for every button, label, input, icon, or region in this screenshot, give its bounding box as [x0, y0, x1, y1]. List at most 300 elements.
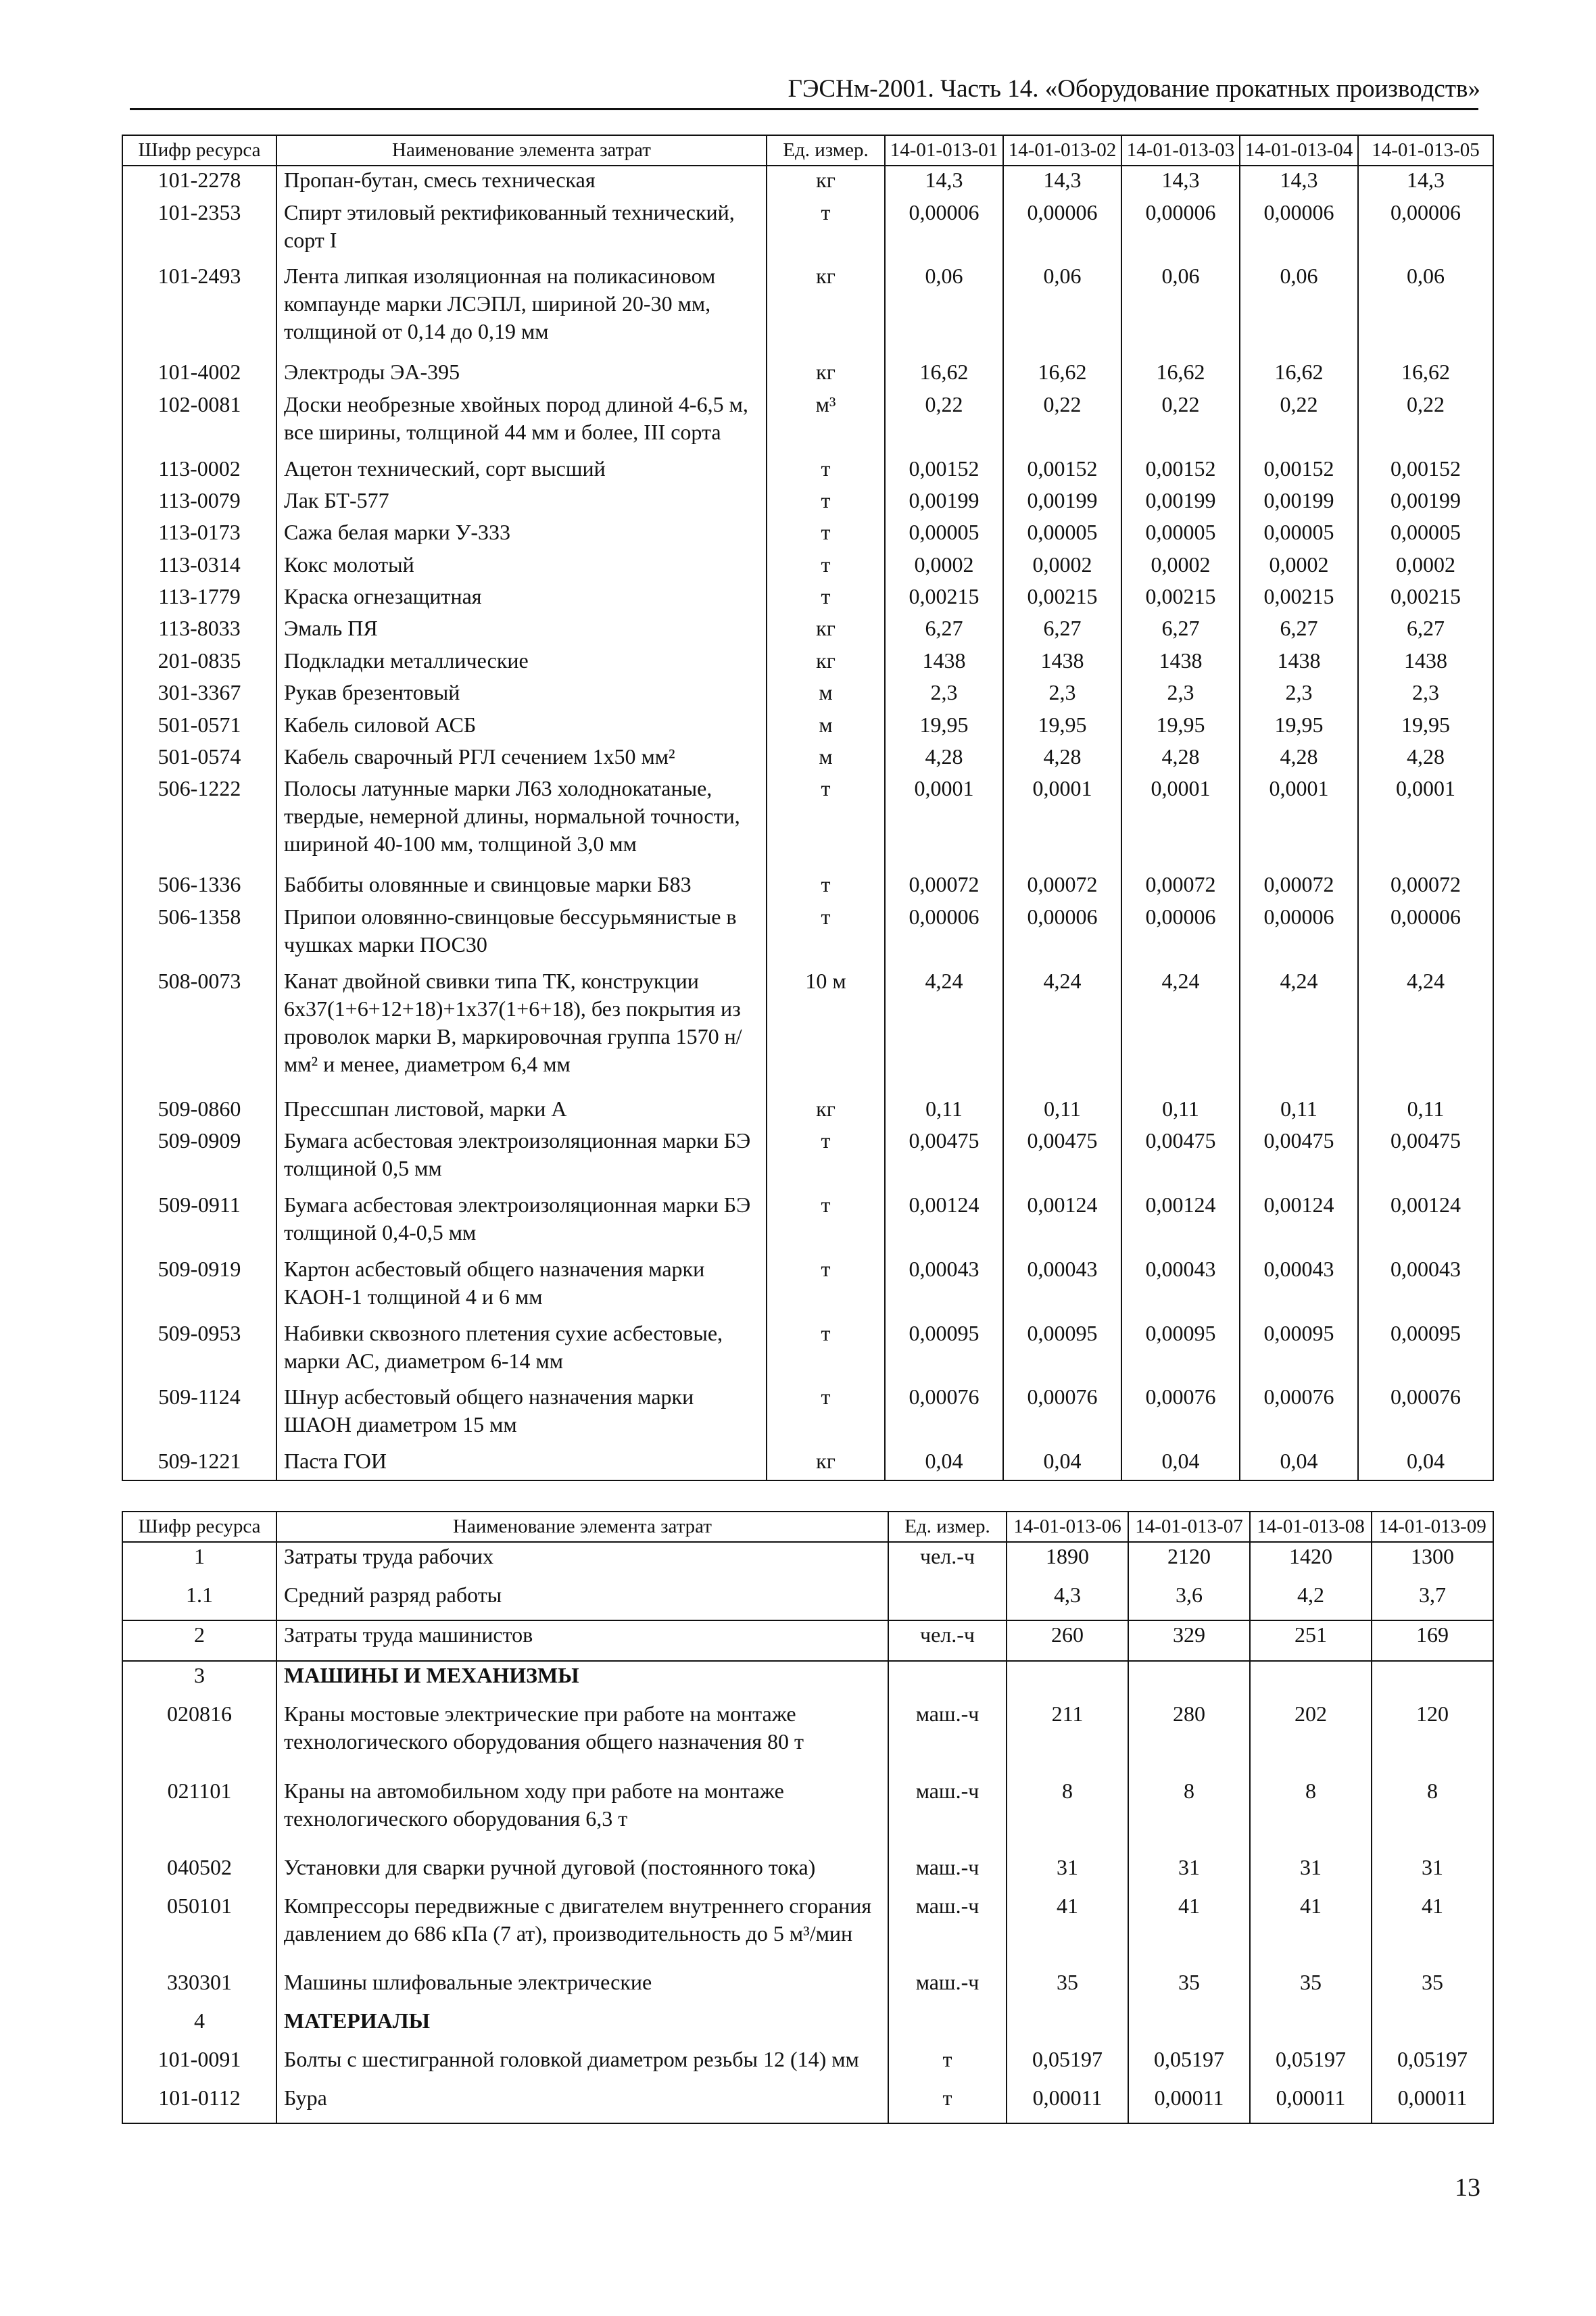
resource-code: 506-1358 [122, 903, 276, 967]
norm-value: 0,00006 [1358, 903, 1493, 967]
table-row [122, 2084, 1493, 2123]
norm-value: 0,00011 [1007, 2084, 1128, 2123]
resource-code: 506-1222 [122, 775, 276, 871]
unit [888, 1581, 1007, 1620]
resource-name: Доски необрезные хвойных пород длиной 4-6,5 м, все ширины, толщиной 44 мм и более, III сорта [276, 391, 767, 455]
resource-name: Спирт этиловый ректификованный технический, сорт I [276, 199, 767, 263]
unit: т [767, 903, 885, 967]
norm-value: 0,00475 [1240, 1127, 1358, 1191]
norm-value: 19,95 [1240, 711, 1358, 743]
table-row [122, 743, 1493, 775]
norm-value: 6,27 [1240, 614, 1358, 646]
norm-value: 0,00006 [1121, 199, 1240, 263]
norm-value: 41 [1007, 1892, 1128, 1969]
norm-value: 0,00005 [1121, 518, 1240, 550]
norm-value: 14,3 [885, 166, 1003, 199]
unit: маш.-ч [888, 1777, 1007, 1854]
resource-name: Шнур асбестовый общего назначения марки ШАОН диаметром 15 мм [276, 1383, 767, 1447]
norm-value: 0,00124 [1358, 1191, 1493, 1255]
resource-name: Баббиты оловянные и свинцовые марки Б83 [276, 871, 767, 902]
resource-name: Паста ГОИ [276, 1447, 767, 1480]
unit: т [888, 2046, 1007, 2084]
norm-value: 0,00005 [885, 518, 1003, 550]
norm-value [1007, 1661, 1128, 1700]
norm-value: 0,00011 [1372, 2084, 1493, 2123]
unit: кг [767, 262, 885, 358]
resource-name: МАШИНЫ И МЕХАНИЗМЫ [276, 1661, 888, 1700]
norm-value: 6,27 [1003, 614, 1121, 646]
table-header-row [122, 135, 1493, 166]
table-row [122, 1892, 1493, 1969]
norm-value: 0,22 [1240, 391, 1358, 455]
header-name: Наименование элемента затрат [276, 135, 767, 166]
unit: кг [767, 166, 885, 199]
unit: кг [767, 614, 885, 646]
norm-value: 4,28 [1121, 743, 1240, 775]
norm-value: 0,00124 [1240, 1191, 1358, 1255]
norm-value: 2,3 [1240, 679, 1358, 710]
table-row [122, 358, 1493, 390]
unit: маш.-ч [888, 1969, 1007, 2007]
resource-name: Затраты труда машинистов [276, 1620, 888, 1661]
table-2-body [122, 1542, 1493, 2123]
table-row [122, 1320, 1493, 1384]
norm-value: 0,05197 [1128, 2046, 1250, 2084]
norm-value: 0,0002 [1240, 551, 1358, 583]
norm-value: 0,00072 [885, 871, 1003, 902]
norm-value: 8 [1128, 1777, 1250, 1854]
resource-name: Кабель силовой АСБ [276, 711, 767, 743]
norm-value: 3,6 [1128, 1581, 1250, 1620]
header-col-3: 14-01-013-08 [1250, 1512, 1372, 1542]
resource-code: 113-0079 [122, 487, 276, 518]
norm-value: 16,62 [1121, 358, 1240, 390]
norm-value: 4,28 [1358, 743, 1493, 775]
norm-value: 6,27 [1121, 614, 1240, 646]
norm-value: 0,00072 [1121, 871, 1240, 902]
resource-code: 509-0953 [122, 1320, 276, 1384]
norm-value: 202 [1250, 1700, 1372, 1777]
resource-name: Пропан-бутан, смесь техническая [276, 166, 767, 199]
norm-value: 19,95 [885, 711, 1003, 743]
resource-name: Болты с шестигранной головкой диаметром резьбы 12 (14) мм [276, 2046, 888, 2084]
table-row [122, 1969, 1493, 2007]
table-row [122, 1777, 1493, 1854]
norm-value: 0,06 [1240, 262, 1358, 358]
norm-value [1372, 2007, 1493, 2046]
table-row [122, 1661, 1493, 1700]
resource-name: Затраты труда рабочих [276, 1542, 888, 1581]
unit: 10 м [767, 967, 885, 1096]
resource-name: Установки для сварки ручной дуговой (постоянного тока) [276, 1854, 888, 1892]
norm-value: 2,3 [1121, 679, 1240, 710]
resource-name: Сажа белая марки У-333 [276, 518, 767, 550]
norm-value: 14,3 [1240, 166, 1358, 199]
norm-value [1128, 1661, 1250, 1700]
norm-value: 0,06 [1003, 262, 1121, 358]
norm-value: 0,0002 [885, 551, 1003, 583]
norm-value: 0,00076 [1358, 1383, 1493, 1447]
unit: кг [767, 1447, 885, 1480]
norm-value: 16,62 [1240, 358, 1358, 390]
norm-value: 0,00124 [885, 1191, 1003, 1255]
table-row [122, 903, 1493, 967]
norm-value: 31 [1007, 1854, 1128, 1892]
resource-code: 330301 [122, 1969, 276, 2007]
unit: т [767, 551, 885, 583]
unit: м [767, 679, 885, 710]
norm-value [1372, 1661, 1493, 1700]
norm-value: 16,62 [1003, 358, 1121, 390]
table-row [122, 1191, 1493, 1255]
unit: маш.-ч [888, 1892, 1007, 1969]
norm-value: 0,00215 [1240, 583, 1358, 614]
norm-value: 0,00124 [1003, 1191, 1121, 1255]
table-row [122, 711, 1493, 743]
table-header-row [122, 1512, 1493, 1542]
norm-value: 0,0001 [1121, 775, 1240, 871]
resource-name: Лента липкая изоляционная на поликасиновом компаунде марки ЛСЭПЛ, шириной 20-30 мм, толщиной от 0,14 до 0,19 мм [276, 262, 767, 358]
norm-value: 0,22 [1358, 391, 1493, 455]
resource-name: Бумага асбестовая электроизоляционная марки БЭ толщиной 0,4-0,5 мм [276, 1191, 767, 1255]
resource-code: 113-0173 [122, 518, 276, 550]
norm-value: 14,3 [1358, 166, 1493, 199]
resource-name: Электроды ЭА-395 [276, 358, 767, 390]
unit: т [888, 2084, 1007, 2123]
norm-value: 4,28 [1240, 743, 1358, 775]
norm-value: 0,00072 [1003, 871, 1121, 902]
unit: м³ [767, 391, 885, 455]
resource-name: Эмаль ПЯ [276, 614, 767, 646]
resource-name: МАТЕРИАЛЫ [276, 2007, 888, 2046]
norm-value: 2,3 [1003, 679, 1121, 710]
table-row [122, 967, 1493, 1096]
table-row [122, 2007, 1493, 2046]
norm-value: 0,11 [1003, 1095, 1121, 1127]
norm-value: 0,00475 [1003, 1127, 1121, 1191]
norm-value: 0,00095 [885, 1320, 1003, 1384]
resource-name: Краны на автомобильном ходу при работе на монтаже технологического оборудования 6,3 т [276, 1777, 888, 1854]
table-row [122, 262, 1493, 358]
header-col-4: 14-01-013-09 [1372, 1512, 1493, 1542]
norm-value: 0,00006 [1003, 903, 1121, 967]
resource-code: 509-0909 [122, 1127, 276, 1191]
norm-value: 0,00043 [1358, 1255, 1493, 1320]
norm-value: 4,3 [1007, 1581, 1128, 1620]
norm-value: 1890 [1007, 1542, 1128, 1581]
header-col-3: 14-01-013-03 [1121, 135, 1240, 166]
resource-name: Картон асбестовый общего назначения марки КАОН-1 толщиной 4 и 6 мм [276, 1255, 767, 1320]
unit: т [767, 1255, 885, 1320]
resource-name: Ацетон технический, сорт высший [276, 455, 767, 487]
table-row [122, 614, 1493, 646]
table-1-body [122, 166, 1493, 1480]
resource-code: 050101 [122, 1892, 276, 1969]
norm-value: 35 [1007, 1969, 1128, 2007]
unit: кг [767, 1095, 885, 1127]
resource-code: 101-2278 [122, 166, 276, 199]
resource-name: Подкладки металлические [276, 647, 767, 679]
norm-value: 1438 [1121, 647, 1240, 679]
table-row [122, 1854, 1493, 1892]
norm-value: 0,00005 [1240, 518, 1358, 550]
norm-value: 0,00475 [1121, 1127, 1240, 1191]
norm-value: 0,11 [1358, 1095, 1493, 1127]
resource-code: 506-1336 [122, 871, 276, 902]
norm-value: 0,00011 [1128, 2084, 1250, 2123]
unit: т [767, 1383, 885, 1447]
norm-value: 0,06 [885, 262, 1003, 358]
norm-value: 4,28 [1003, 743, 1121, 775]
norm-value: 14,3 [1003, 166, 1121, 199]
norm-value: 329 [1128, 1620, 1250, 1661]
norm-value: 0,0001 [1240, 775, 1358, 871]
norm-value: 0,0001 [1358, 775, 1493, 871]
unit: м [767, 711, 885, 743]
unit: чел.-ч [888, 1542, 1007, 1581]
resource-name: Прессшпан листовой, марки А [276, 1095, 767, 1127]
unit: т [767, 871, 885, 902]
norm-value: 0,00199 [1121, 487, 1240, 518]
norm-value: 2120 [1128, 1542, 1250, 1581]
norm-value: 4,24 [1358, 967, 1493, 1096]
header-name: Наименование элемента затрат [276, 1512, 888, 1542]
norm-value: 0,00215 [1121, 583, 1240, 614]
resource-name: Машины шлифовальные электрические [276, 1969, 888, 2007]
unit: т [767, 1127, 885, 1191]
resource-code: 509-0860 [122, 1095, 276, 1127]
table-row [122, 518, 1493, 550]
header-unit: Ед. измер. [767, 135, 885, 166]
unit: т [767, 487, 885, 518]
norm-value: 1420 [1250, 1542, 1372, 1581]
norm-value: 0,0001 [1003, 775, 1121, 871]
norm-value: 0,00043 [885, 1255, 1003, 1320]
norm-value: 260 [1007, 1620, 1128, 1661]
unit: кг [767, 647, 885, 679]
table-row [122, 1700, 1493, 1777]
norm-value: 8 [1007, 1777, 1128, 1854]
table-row [122, 455, 1493, 487]
resource-code: 509-0911 [122, 1191, 276, 1255]
unit: т [767, 1191, 885, 1255]
norm-value: 4,24 [885, 967, 1003, 1096]
norm-value: 1438 [1240, 647, 1358, 679]
norm-value: 0,00199 [1240, 487, 1358, 518]
header-col-1: 14-01-013-01 [885, 135, 1003, 166]
norm-value: 0,00076 [1003, 1383, 1121, 1447]
resource-code: 101-0112 [122, 2084, 276, 2123]
norm-value: 0,0002 [1358, 551, 1493, 583]
resource-code: 021101 [122, 1777, 276, 1854]
norm-value: 2,3 [885, 679, 1003, 710]
norm-value: 0,00199 [1358, 487, 1493, 518]
norm-value: 0,06 [1121, 262, 1240, 358]
norm-value: 0,00072 [1358, 871, 1493, 902]
resource-code: 1 [122, 1542, 276, 1581]
table-row [122, 679, 1493, 710]
norm-value: 169 [1372, 1620, 1493, 1661]
resource-name: Припои оловянно-свинцовые бессурьмянистые в чушках марки ПОС30 [276, 903, 767, 967]
norm-value: 0,11 [1121, 1095, 1240, 1127]
resource-name: Полосы латунные марки Л63 холоднокатаные, твердые, немерной длины, нормальной точности, шириной 40-100 мм, толщиной 3,0 мм [276, 775, 767, 871]
resource-code: 102-0081 [122, 391, 276, 455]
unit: т [767, 518, 885, 550]
norm-value [1007, 2007, 1128, 2046]
norm-value [1250, 2007, 1372, 2046]
norm-value: 120 [1372, 1700, 1493, 1777]
norm-value: 31 [1250, 1854, 1372, 1892]
norm-value: 0,00095 [1358, 1320, 1493, 1384]
unit: кг [767, 358, 885, 390]
norm-value: 0,00152 [1003, 455, 1121, 487]
table-row [122, 391, 1493, 455]
norm-value: 0,00076 [885, 1383, 1003, 1447]
norm-value: 0,00199 [885, 487, 1003, 518]
resource-name: Лак БТ-577 [276, 487, 767, 518]
unit [888, 1661, 1007, 1700]
norm-value: 0,0002 [1121, 551, 1240, 583]
norm-value: 14,3 [1121, 166, 1240, 199]
norm-value: 0,00095 [1121, 1320, 1240, 1384]
table-row [122, 1581, 1493, 1620]
norm-value: 280 [1128, 1700, 1250, 1777]
norm-value: 2,3 [1358, 679, 1493, 710]
unit: чел.-ч [888, 1620, 1007, 1661]
resource-code: 4 [122, 2007, 276, 2046]
norm-value: 0,00215 [885, 583, 1003, 614]
norm-value: 0,00043 [1121, 1255, 1240, 1320]
norm-value: 0,04 [1358, 1447, 1493, 1480]
unit: т [767, 199, 885, 263]
table-row [122, 487, 1493, 518]
running-header: ГЭСНм-2001. Часть 14. «Оборудование прокатных производств» [788, 75, 1480, 103]
norm-value: 0,06 [1358, 262, 1493, 358]
resource-code: 113-0314 [122, 551, 276, 583]
header-code: Шифр ресурса [122, 1512, 276, 1542]
norm-value: 0,0001 [885, 775, 1003, 871]
norm-value: 0,00006 [1003, 199, 1121, 263]
unit [888, 2007, 1007, 2046]
norm-value: 0,22 [1003, 391, 1121, 455]
norm-value: 3,7 [1372, 1581, 1493, 1620]
norm-value: 0,00199 [1003, 487, 1121, 518]
resource-code: 040502 [122, 1854, 276, 1892]
resource-name: Бура [276, 2084, 888, 2123]
header-col-2: 14-01-013-07 [1128, 1512, 1250, 1542]
norm-value: 0,22 [885, 391, 1003, 455]
resource-name: Кабель сварочный РГЛ сечением 1х50 мм² [276, 743, 767, 775]
resource-code: 3 [122, 1661, 276, 1700]
resource-code: 2 [122, 1620, 276, 1661]
norm-value: 4,24 [1240, 967, 1358, 1096]
norm-value: 31 [1128, 1854, 1250, 1892]
header-col-4: 14-01-013-04 [1240, 135, 1358, 166]
table-row [122, 199, 1493, 263]
table-row [122, 1095, 1493, 1127]
resource-code: 020816 [122, 1700, 276, 1777]
table-row [122, 1620, 1493, 1661]
norm-value: 0,05197 [1250, 2046, 1372, 2084]
table-row [122, 583, 1493, 614]
norm-value: 0,04 [1003, 1447, 1121, 1480]
resource-code: 101-4002 [122, 358, 276, 390]
norm-value: 4,2 [1250, 1581, 1372, 1620]
norm-value: 251 [1250, 1620, 1372, 1661]
resource-name: Канат двойной свивки типа ТК, конструкции 6х37(1+6+12+18)+1х37(1+6+18), без покрытия из проволок марки В, маркировочная группа 1570 н/мм² и менее, диаметром 6,4 мм [276, 967, 767, 1096]
norm-value: 0,00152 [1240, 455, 1358, 487]
norm-value: 0,04 [1121, 1447, 1240, 1480]
resource-code: 101-2493 [122, 262, 276, 358]
norm-value: 1300 [1372, 1542, 1493, 1581]
resource-name: Бумага асбестовая электроизоляционная марки БЭ толщиной 0,5 мм [276, 1127, 767, 1191]
resource-code: 1.1 [122, 1581, 276, 1620]
norm-value: 16,62 [885, 358, 1003, 390]
norm-value: 6,27 [1358, 614, 1493, 646]
norm-value: 0,00006 [1358, 199, 1493, 263]
norm-value: 0,00475 [1358, 1127, 1493, 1191]
norm-value: 0,04 [885, 1447, 1003, 1480]
resource-table-1 [122, 135, 1494, 1481]
table-row [122, 775, 1493, 871]
table-row [122, 2046, 1493, 2084]
norm-value: 35 [1128, 1969, 1250, 2007]
norm-value: 0,00006 [1121, 903, 1240, 967]
resource-code: 301-3367 [122, 679, 276, 710]
table-row [122, 1447, 1493, 1480]
resource-table-2 [122, 1511, 1494, 2124]
norm-value: 6,27 [885, 614, 1003, 646]
resource-name: Краска огнезащитная [276, 583, 767, 614]
norm-value: 0,04 [1240, 1447, 1358, 1480]
norm-value: 0,00124 [1121, 1191, 1240, 1255]
norm-value: 0,00072 [1240, 871, 1358, 902]
norm-value: 8 [1250, 1777, 1372, 1854]
norm-value: 1438 [885, 647, 1003, 679]
header-unit: Ед. измер. [888, 1512, 1007, 1542]
norm-value: 41 [1128, 1892, 1250, 1969]
resource-name: Кокс молотый [276, 551, 767, 583]
norm-value: 31 [1372, 1854, 1493, 1892]
norm-value: 0,00095 [1240, 1320, 1358, 1384]
norm-value: 19,95 [1121, 711, 1240, 743]
table-row [122, 551, 1493, 583]
unit: т [767, 775, 885, 871]
norm-value: 211 [1007, 1700, 1128, 1777]
norm-value: 0,00006 [885, 199, 1003, 263]
table-row [122, 1542, 1493, 1581]
norm-value: 4,24 [1121, 967, 1240, 1096]
norm-value: 0,11 [885, 1095, 1003, 1127]
norm-value: 16,62 [1358, 358, 1493, 390]
norm-value: 35 [1372, 1969, 1493, 2007]
unit: маш.-ч [888, 1700, 1007, 1777]
resource-code: 509-0919 [122, 1255, 276, 1320]
norm-value: 19,95 [1003, 711, 1121, 743]
unit: т [767, 455, 885, 487]
norm-value: 0,00011 [1250, 2084, 1372, 2123]
table-row [122, 1255, 1493, 1320]
resource-code: 501-0574 [122, 743, 276, 775]
norm-value: 0,0002 [1003, 551, 1121, 583]
norm-value: 0,00043 [1003, 1255, 1121, 1320]
table-row [122, 871, 1493, 902]
norm-value: 0,00076 [1121, 1383, 1240, 1447]
norm-value: 0,00475 [885, 1127, 1003, 1191]
table-row [122, 1383, 1493, 1447]
norm-value: 0,00005 [1003, 518, 1121, 550]
norm-value: 0,00076 [1240, 1383, 1358, 1447]
